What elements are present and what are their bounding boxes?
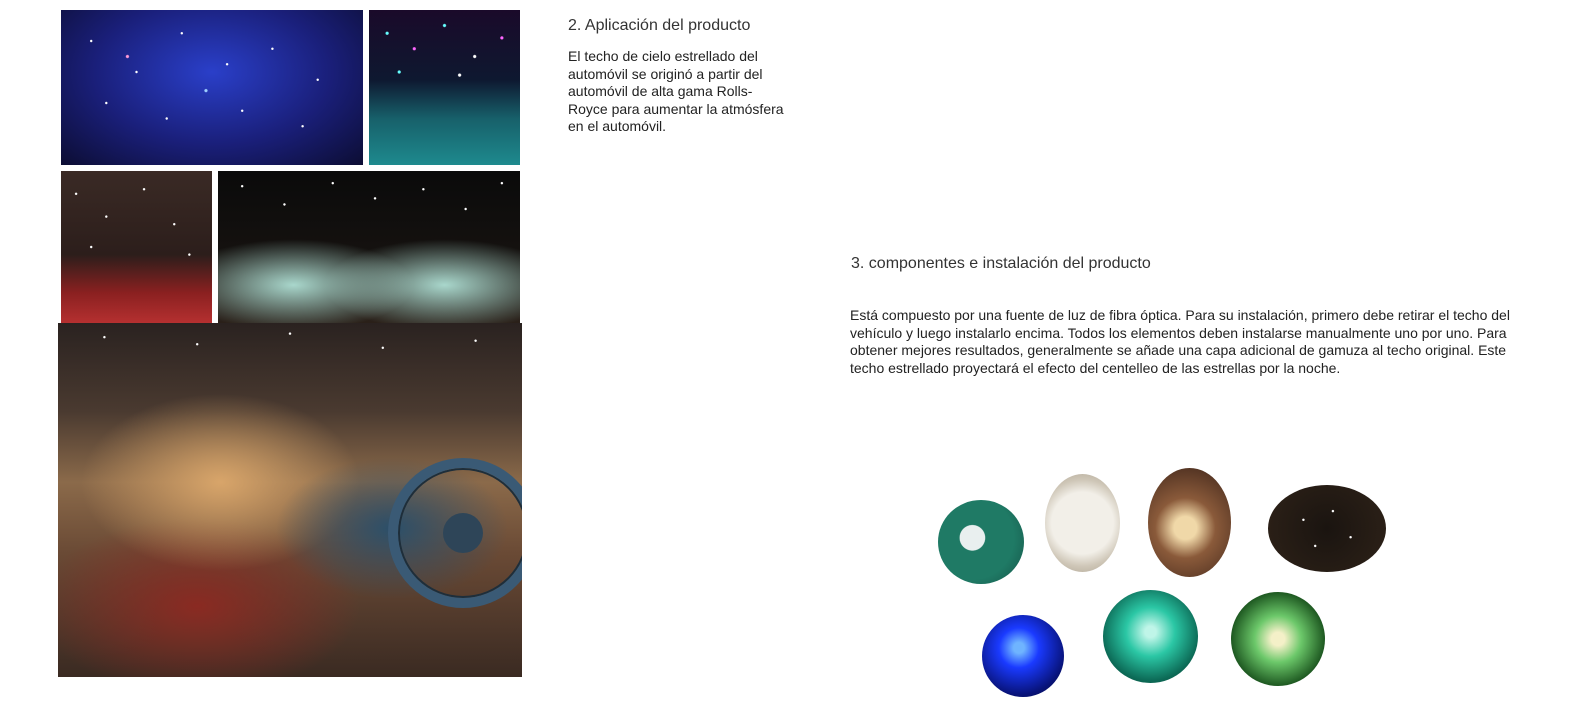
photo-rolls-royce-interior (58, 323, 522, 677)
component-blue-fiber-image (982, 615, 1064, 697)
photo-rear-seats-starlight (369, 10, 520, 165)
component-green-fiber-image (1231, 592, 1325, 686)
component-roof-board-image (1045, 474, 1120, 572)
component-teal-fiber-image (1103, 590, 1198, 683)
component-light-kit-image (938, 500, 1024, 584)
steering-wheel-shape (388, 458, 522, 608)
photo-sunroof-starlight (61, 10, 363, 165)
section-3-text: Está compuesto por una fuente de luz de fibra óptica. Para su instalación, primero debe retirar el techo del vehículo y luego instalarlo encima. Todos los elementos deben instalarse manualmente uno por uno. Para obtener mejores resultados, generalmente se añade una capa adicional de gamuza al techo original. Este techo estrellado proyectará el efecto del centelleo de las estrellas por la noche. (850, 307, 1510, 376)
section-2-heading: 2. Aplicación del producto (568, 17, 751, 34)
component-fiber-bundle-image (1148, 468, 1231, 577)
photo-red-interior-starlight (61, 171, 212, 323)
photo-white-seats-starlight (218, 171, 520, 323)
component-star-ceiling-image (1268, 485, 1386, 572)
section-2-text: El techo de cielo estrellado del automóvil se originó a partir del automóvil de alta gama Rolls-Royce para aumentar la atmósfera en el automóvil. (568, 48, 784, 134)
section-3-heading: 3. componentes e instalación del producto (851, 255, 1151, 272)
